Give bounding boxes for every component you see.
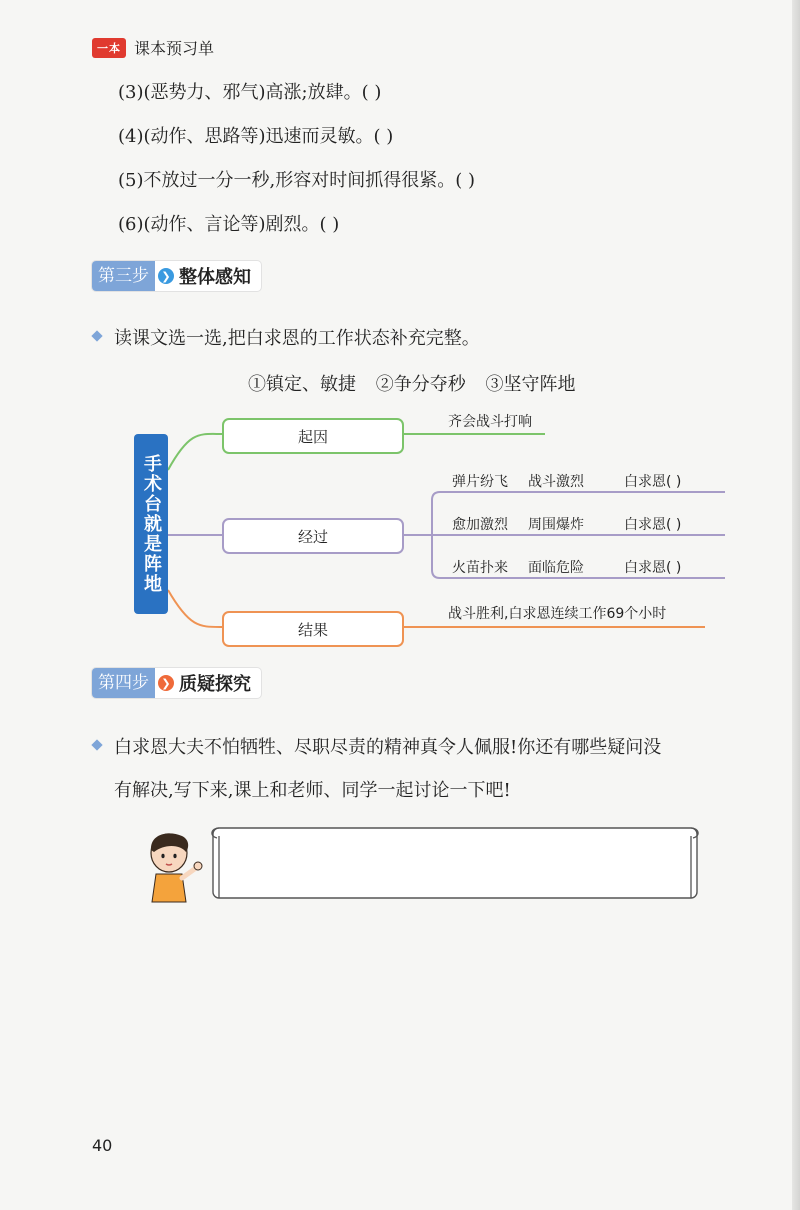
node-cause [222,418,404,454]
option-2: ②争分夺秒 [375,374,466,395]
question-item: (5)不放过一分一秒,形容对时间抓得很紧。( ) [118,170,475,191]
step4-badge [92,668,261,698]
chevron-right-icon: ❯ [158,675,174,691]
node-process [222,518,404,554]
step3-title: 整体感知 [179,267,251,288]
process-a: 愈加激烈 [452,517,508,533]
process-a: 火苗扑来 [452,560,508,576]
step4-text-line1: 白求恩大夫不怕牺牲、尽职尽责的精神真令人佩服!你还有哪些疑问没 [114,737,662,758]
step4-text-line2: 有解决,写下来,课上和老师、同学一起讨论一下吧! [114,780,511,801]
scroll-note-box [205,822,705,902]
process-b: 周围爆炸 [528,517,584,533]
process-a: 弹片纷飞 [452,474,508,490]
node-result [222,611,404,647]
question-item: (4)(动作、思路等)迅速而灵敏。( ) [118,126,394,147]
option-3: ③坚守阵地 [485,374,576,395]
step4-number: 第四步 [92,668,155,698]
process-b: 战斗激烈 [528,474,584,490]
chevron-right-icon: ❯ [158,268,174,284]
mindmap-center [134,434,168,614]
page-number: 40 [92,1136,113,1155]
result-text: 战斗胜利,白求恩连续工作69个小时 [448,606,667,622]
node-process-label: 经过 [297,527,328,546]
step3-instruction: 读课文选一选,把白求恩的工作状态补充完整。 [114,328,480,349]
boy-illustration [140,828,210,904]
process-answer-blank: 白求恩( ) [624,517,682,533]
question-item: (3)(恶势力、邪气)高涨;放肆。( ) [118,82,382,103]
process-answer-blank: 白求恩( ) [624,560,682,576]
mindmap-center-label: 手术台就是阵地 [141,454,162,594]
node-result-label: 结果 [297,620,328,639]
process-b: 面临危险 [528,560,584,576]
brand-logo: 一本 [92,38,126,58]
step4-title: 质疑探究 [179,674,251,695]
option-1: ①镇定、敏捷 [248,374,356,395]
header-title: 课本预习单 [134,39,215,58]
process-answer-blank: 白求恩( ) [624,474,682,490]
question-item: (6)(动作、言论等)剧烈。( ) [118,214,340,235]
node-cause-label: 起因 [297,427,328,446]
cause-text: 齐会战斗打响 [448,414,532,430]
step3-number: 第三步 [92,261,155,291]
